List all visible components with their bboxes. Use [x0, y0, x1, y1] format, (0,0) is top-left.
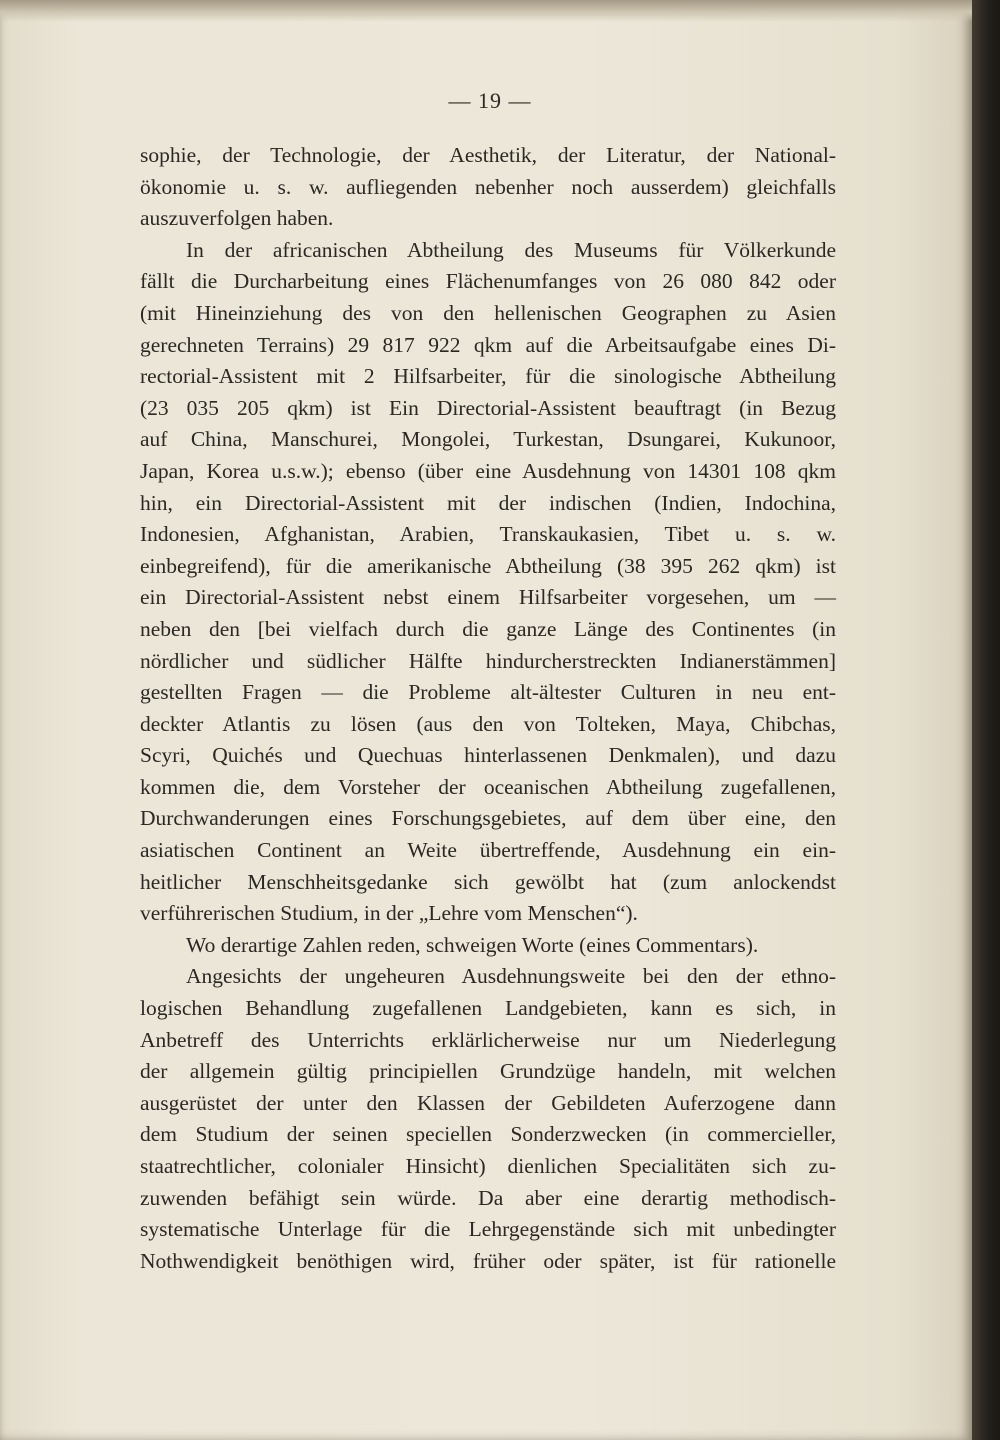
text-line: deckter Atlantis zu lösen (aus den von Tolteken, Maya, Chibchas, [140, 711, 836, 736]
text-line: rectorial-Assistent mit 2 Hilfsarbeiter, für die sinologische Abtheilung [140, 364, 836, 389]
text-line: sophie, der Technologie, der Aesthetik, der Literatur, der National- [140, 143, 836, 167]
text-line: heitlicher Menschheitsgedanke sich gewölbt hat (zum anlockendst [140, 869, 836, 894]
text-line: verführerischen Studium, in der „Lehre vom Menschen“). [140, 901, 638, 926]
text-line: der allgemein gültig principiellen Grundzüge handeln, mit welchen [140, 1059, 836, 1084]
text-line: ausgerüstet der unter den Klassen der Gebildeten Auferzogene dann [140, 1090, 836, 1115]
text-line: zuwenden befähigt sein würde. Da aber eine derartig methodisch- [140, 1185, 836, 1210]
text-line: Wo derartige Zahlen reden, schweigen Worte (eines Commentars). [186, 932, 759, 957]
text-line: (mit Hineinziehung des von den hellenischen Geographen zu Asien [140, 300, 836, 325]
text-line: Japan, Korea u.s.w.); ebenso (über eine Ausdehnung von 14301 108 qkm [140, 458, 836, 483]
text-line: neben den [bei vielfach durch die ganze Länge des Continentes (in [140, 616, 836, 641]
text-line: fällt die Durcharbeitung eines Flächenumfanges von 26 080 842 oder [140, 269, 836, 294]
text-line: logischen Behandlung zugefallenen Landgebieten, kann es sich, in [140, 996, 836, 1021]
text-line: ökonomie u. s. w. aufliegenden nebenher noch ausserdem) gleichfalls [140, 174, 836, 199]
text-line: gestellten Fragen — die Probleme alt-ältester Culturen in neu ent- [140, 680, 836, 705]
text-line: auszuverfolgen haben. [140, 206, 334, 231]
text-line: gerechneten Terrains) 29 817 922 qkm auf die Arbeitsaufgabe eines Di- [140, 332, 836, 357]
book-edge-shadow [968, 0, 1000, 1440]
text-line: Angesichts der ungeheuren Ausdehnungsweite bei den der ethno- [186, 964, 836, 989]
text-line: auf China, Manschurei, Mongolei, Turkestan, Dsungarei, Kukunoor, [140, 427, 836, 452]
text-line: Anbetreff des Unterrichts erklärlicherweise nur um Niederlegung [140, 1027, 836, 1052]
page-number: — 19 — [448, 88, 532, 113]
text-line: staatrechtlicher, colonialer Hinsicht) dienlichen Specialitäten sich zu- [140, 1154, 836, 1178]
text-line: kommen die, dem Vorsteher der oceanischen Abtheilung zugefallenen, [140, 774, 836, 799]
text-line: einbegreifend), für die amerikanische Abtheilung (38 395 262 qkm) ist [140, 553, 836, 578]
text-line: dem Studium der seinen speciellen Sonderzwecken (in commercieller, [140, 1122, 836, 1147]
text-line: hin, ein Directorial-Assistent mit der indischen (Indien, Indochina, [140, 490, 836, 515]
text-line: ein Directorial-Assistent nebst einem Hilfsarbeiter vorgesehen, um — [140, 585, 836, 610]
text-line: (23 035 205 qkm) ist Ein Directorial-Assistent beauftragt (in Bezug [140, 395, 836, 420]
text-line: Nothwendigkeit benöthigen wird, früher oder später, ist für rationelle [140, 1248, 836, 1273]
body-text [140, 140, 836, 1277]
text-line: Scyri, Quichés und Quechuas hinterlassenen Denkmalen), und dazu [140, 743, 836, 768]
text-line: asiatischen Continent an Weite übertreffende, Ausdehnung ein ein- [140, 838, 836, 863]
text-line: Durchwanderungen eines Forschungsgebietes, auf dem über eine, den [140, 806, 836, 831]
text-line: In der africanischen Abtheilung des Museums für Völkerkunde [186, 237, 836, 262]
text-line: Indonesien, Afghanistan, Arabien, Transkaukasien, Tibet u. s. w. [140, 522, 836, 547]
text-line: nördlicher und südlicher Hälfte hindurcherstreckten Indianerstämmen] [140, 648, 836, 673]
text-line: systematische Unterlage für die Lehrgegenstände sich mit unbedingter [140, 1217, 836, 1242]
page-top-edge [0, 0, 972, 22]
